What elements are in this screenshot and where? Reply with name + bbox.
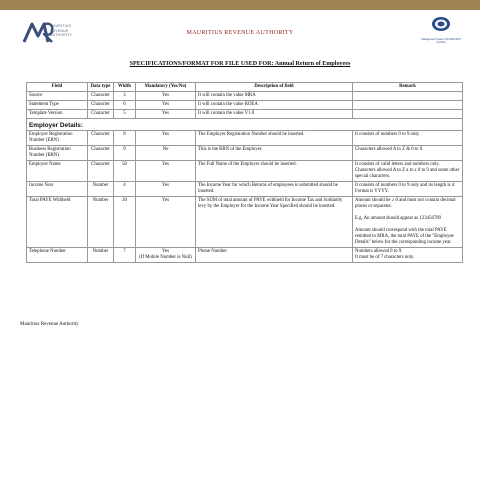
field-name: Statement Type xyxy=(27,101,88,110)
mandatory: Yes xyxy=(136,197,196,248)
data-type: Character xyxy=(88,101,114,110)
mandatory-line: (If Mobile Number is Null) xyxy=(139,255,192,260)
column-header: Data type xyxy=(88,83,114,92)
footer-text: Mauritius Revenue Authority xyxy=(20,322,79,327)
width: 20 xyxy=(114,197,136,248)
remark xyxy=(353,101,463,110)
description: The Income Year for which Returns of employees is submitted should be inserted. xyxy=(196,182,353,197)
data-type: Character xyxy=(88,92,114,101)
data-type: Character xyxy=(88,131,114,146)
column-header: Mandatory (Yes/No) xyxy=(136,83,196,92)
remark xyxy=(353,248,463,263)
table-row xyxy=(27,161,463,182)
remark-line: It must be of 7 characters only. xyxy=(355,255,415,260)
logo-line: MAURITIUS xyxy=(50,24,72,28)
logo-line: REVENUE xyxy=(50,28,69,33)
field-name: Telephone Number xyxy=(27,248,88,263)
mandatory: Yes xyxy=(136,92,196,101)
mandatory xyxy=(136,248,196,263)
field-name: Template Version xyxy=(27,110,88,119)
table-row xyxy=(27,101,463,110)
section-label: Employer Details: xyxy=(27,119,463,131)
width: 9 xyxy=(114,146,136,161)
certification-badge xyxy=(421,16,461,44)
table-row xyxy=(27,182,463,197)
remark-paragraph: Amount should be ≥ 0 and must not contain decimal places or separator. xyxy=(355,198,456,209)
column-header: Remark xyxy=(353,83,463,92)
mandatory: No xyxy=(136,146,196,161)
table-row xyxy=(27,146,463,161)
mandatory: Yes xyxy=(136,110,196,119)
mandatory: Yes xyxy=(136,182,196,197)
data-type: Character xyxy=(88,110,114,119)
description: It will contain the value MRA xyxy=(196,92,353,101)
column-header: Width xyxy=(114,83,136,92)
iso-certification-seal-icon xyxy=(431,16,451,32)
remark: Characters allowed A to Z & 0 to 9. xyxy=(353,146,463,161)
description: This is the BRN of the Employer. xyxy=(196,146,353,161)
width: 3 xyxy=(114,92,136,101)
description: It will contain the value V1.0 xyxy=(196,110,353,119)
specification-table xyxy=(26,82,463,263)
column-header: Description of field xyxy=(196,83,353,92)
field-name: Business Registration Number (BRN) xyxy=(27,146,88,161)
field-name: Employer Registration Number (ERN) xyxy=(27,131,88,146)
field-name: Source xyxy=(27,92,88,101)
width: 7 xyxy=(114,248,136,263)
field-name: Employer Name xyxy=(27,161,88,182)
remark xyxy=(353,110,463,119)
data-type: Number xyxy=(88,197,114,248)
certification-caption: Management System ISO 9001:2015 Certified xyxy=(421,38,461,44)
remark-paragraph: E.g. An amount should appear as 123456789 xyxy=(355,216,442,221)
logo-line: AUTHORITY xyxy=(50,33,73,37)
mandatory: Yes xyxy=(136,131,196,146)
remark-line: Numbers allowed 0 to 9. xyxy=(355,249,403,254)
width: 4 xyxy=(114,182,136,197)
width: 8 xyxy=(114,131,136,146)
data-type: Number xyxy=(88,182,114,197)
remark xyxy=(353,197,463,248)
document-title: SPECIFICATIONS/FORMAT FOR FILE USED FOR: Annual Return of Employees xyxy=(129,61,351,67)
table-row xyxy=(27,92,463,101)
authority-name: MAURITIUS REVENUE AUTHORITY xyxy=(186,30,294,36)
column-header: Field xyxy=(27,83,88,92)
mandatory: Yes xyxy=(136,101,196,110)
data-type: Number xyxy=(88,248,114,263)
width: 6 xyxy=(114,101,136,110)
header-band xyxy=(0,0,480,10)
table-row xyxy=(27,248,463,263)
table-row xyxy=(27,197,463,248)
remark: It consists of numbers 0 to 9 only and its length is 4. Format is YYYY. xyxy=(353,182,463,197)
remark xyxy=(353,92,463,101)
table-row xyxy=(27,110,463,119)
remark: It consists of valid letters and numbers only. Characters allowed A to Z a to z 0 to 9 and some other special characters. xyxy=(353,161,463,182)
remark-paragraph: Amount should correspond with the total PAYE remitted to MRA, the total PAYE of the "Employee Details" below for the corresponding income year. xyxy=(355,228,454,245)
remark: It consists of numbers 0 to 9 only. xyxy=(353,131,463,146)
field-name: Income Year xyxy=(27,182,88,197)
width: 50 xyxy=(114,161,136,182)
data-type: Character xyxy=(88,146,114,161)
description: The SUM of total amount of PAYE withheld for Income Tax and Solidarity levy by the Employer for the Income Year Specified should be inserted. xyxy=(196,197,353,248)
width: 5 xyxy=(114,110,136,119)
table-header-row xyxy=(27,83,463,92)
table-row xyxy=(27,131,463,146)
field-name: Total PAYE Withheld xyxy=(27,197,88,248)
description: The Full Name of the Employer should be inserted. xyxy=(196,161,353,182)
data-type: Character xyxy=(88,161,114,182)
description: Phone Number xyxy=(196,248,353,263)
description: It will contain the value ROEA xyxy=(196,101,353,110)
description: The Employer Registration Number should be inserted. xyxy=(196,131,353,146)
section-row xyxy=(27,119,463,131)
mandatory-line: Yes xyxy=(162,249,169,254)
mandatory: Yes xyxy=(136,161,196,182)
